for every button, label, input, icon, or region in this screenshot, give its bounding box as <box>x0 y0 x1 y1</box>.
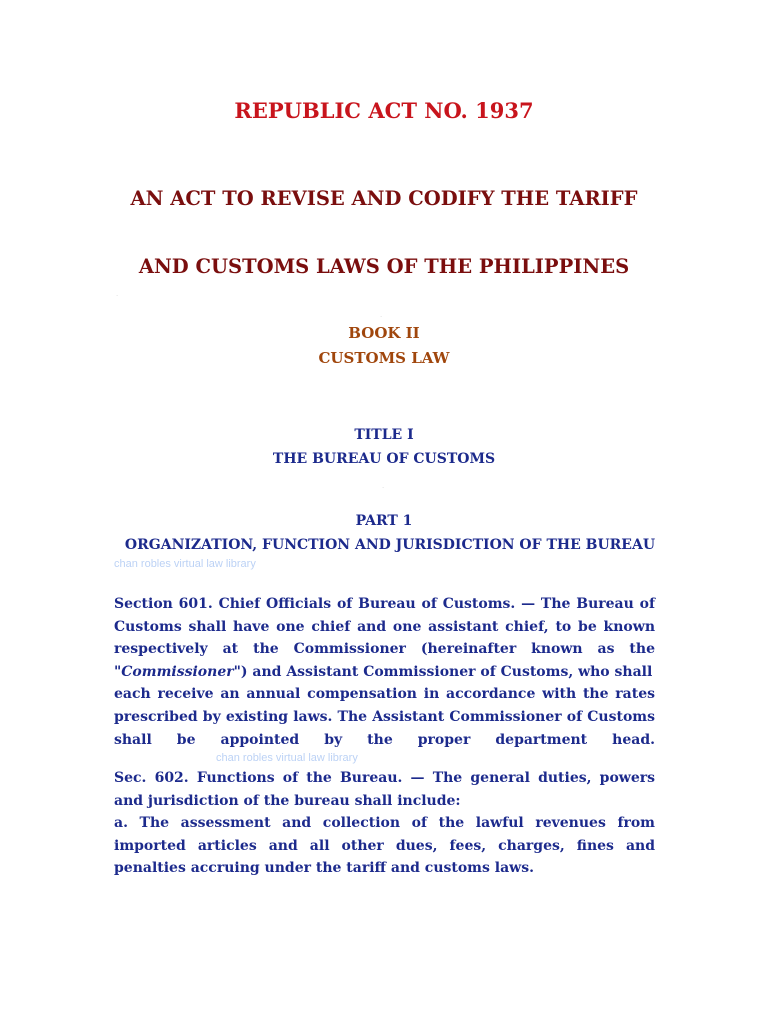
section-601-line-rest: ) and Assistant Commissioner of Customs, who shall <box>240 663 653 680</box>
section-602-item-a-line: imported articles and all other dues, fees, charges, fines and <box>114 837 655 854</box>
section-601-line: Section 601. Chief Officials of Bureau of Customs. — The Bureau of <box>114 596 655 612</box>
section-601-line: Customs shall have one chief and one assistant chief, to be known <box>114 618 655 635</box>
section-602-item-a-line: a. The assessment and collection of the lawful revenues from <box>114 815 655 832</box>
section-601-line <box>114 661 655 684</box>
title-number: TITLE I <box>354 427 414 443</box>
watermark-text: chan robles virtual law library <box>216 752 358 764</box>
title-name: THE BUREAU OF CUSTOMS <box>272 451 496 467</box>
part-name: ORGANIZATION, FUNCTION AND JURISDICTION OF THE BUREAU <box>124 537 656 553</box>
part-number: PART 1 <box>355 513 413 529</box>
section-602-item-a-line: penalties accruing under the tariff and customs laws. <box>114 860 534 877</box>
act-title-line-2: AND CUSTOMS LAWS OF THE PHILIPPINES <box>138 255 630 278</box>
section-601-line: each receive an annual compensation in accordance with the rates <box>114 686 655 703</box>
stray-dot-marker: . <box>382 481 385 490</box>
section-602 <box>114 767 655 880</box>
book-number: BOOK II <box>348 324 420 342</box>
stray-dot-marker: . <box>116 289 119 298</box>
act-number-heading: REPUBLIC ACT NO. 1937 <box>234 98 534 123</box>
section-601 <box>114 593 655 751</box>
section-601-line: respectively at the Commissioner (hereinafter known as the <box>114 641 655 658</box>
stray-dot-marker: . <box>380 310 383 319</box>
section-601-line: shall be appointed by the proper department head. <box>114 731 655 748</box>
book-name: CUSTOMS LAW <box>318 349 450 367</box>
section-602-line: Sec. 602. Functions of the Bureau. — The general duties, powers <box>114 770 655 786</box>
commissioner-term: "Commissioner" <box>114 663 241 680</box>
act-title-line-1: AN ACT TO REVISE AND CODIFY THE TARIFF <box>130 187 638 210</box>
section-602-line: and jurisdiction of the bureau shall include: <box>114 792 461 809</box>
watermark-text: chan robles virtual law library <box>114 558 256 570</box>
section-601-line: prescribed by existing laws. The Assistant Commissioner of Customs <box>114 708 655 725</box>
